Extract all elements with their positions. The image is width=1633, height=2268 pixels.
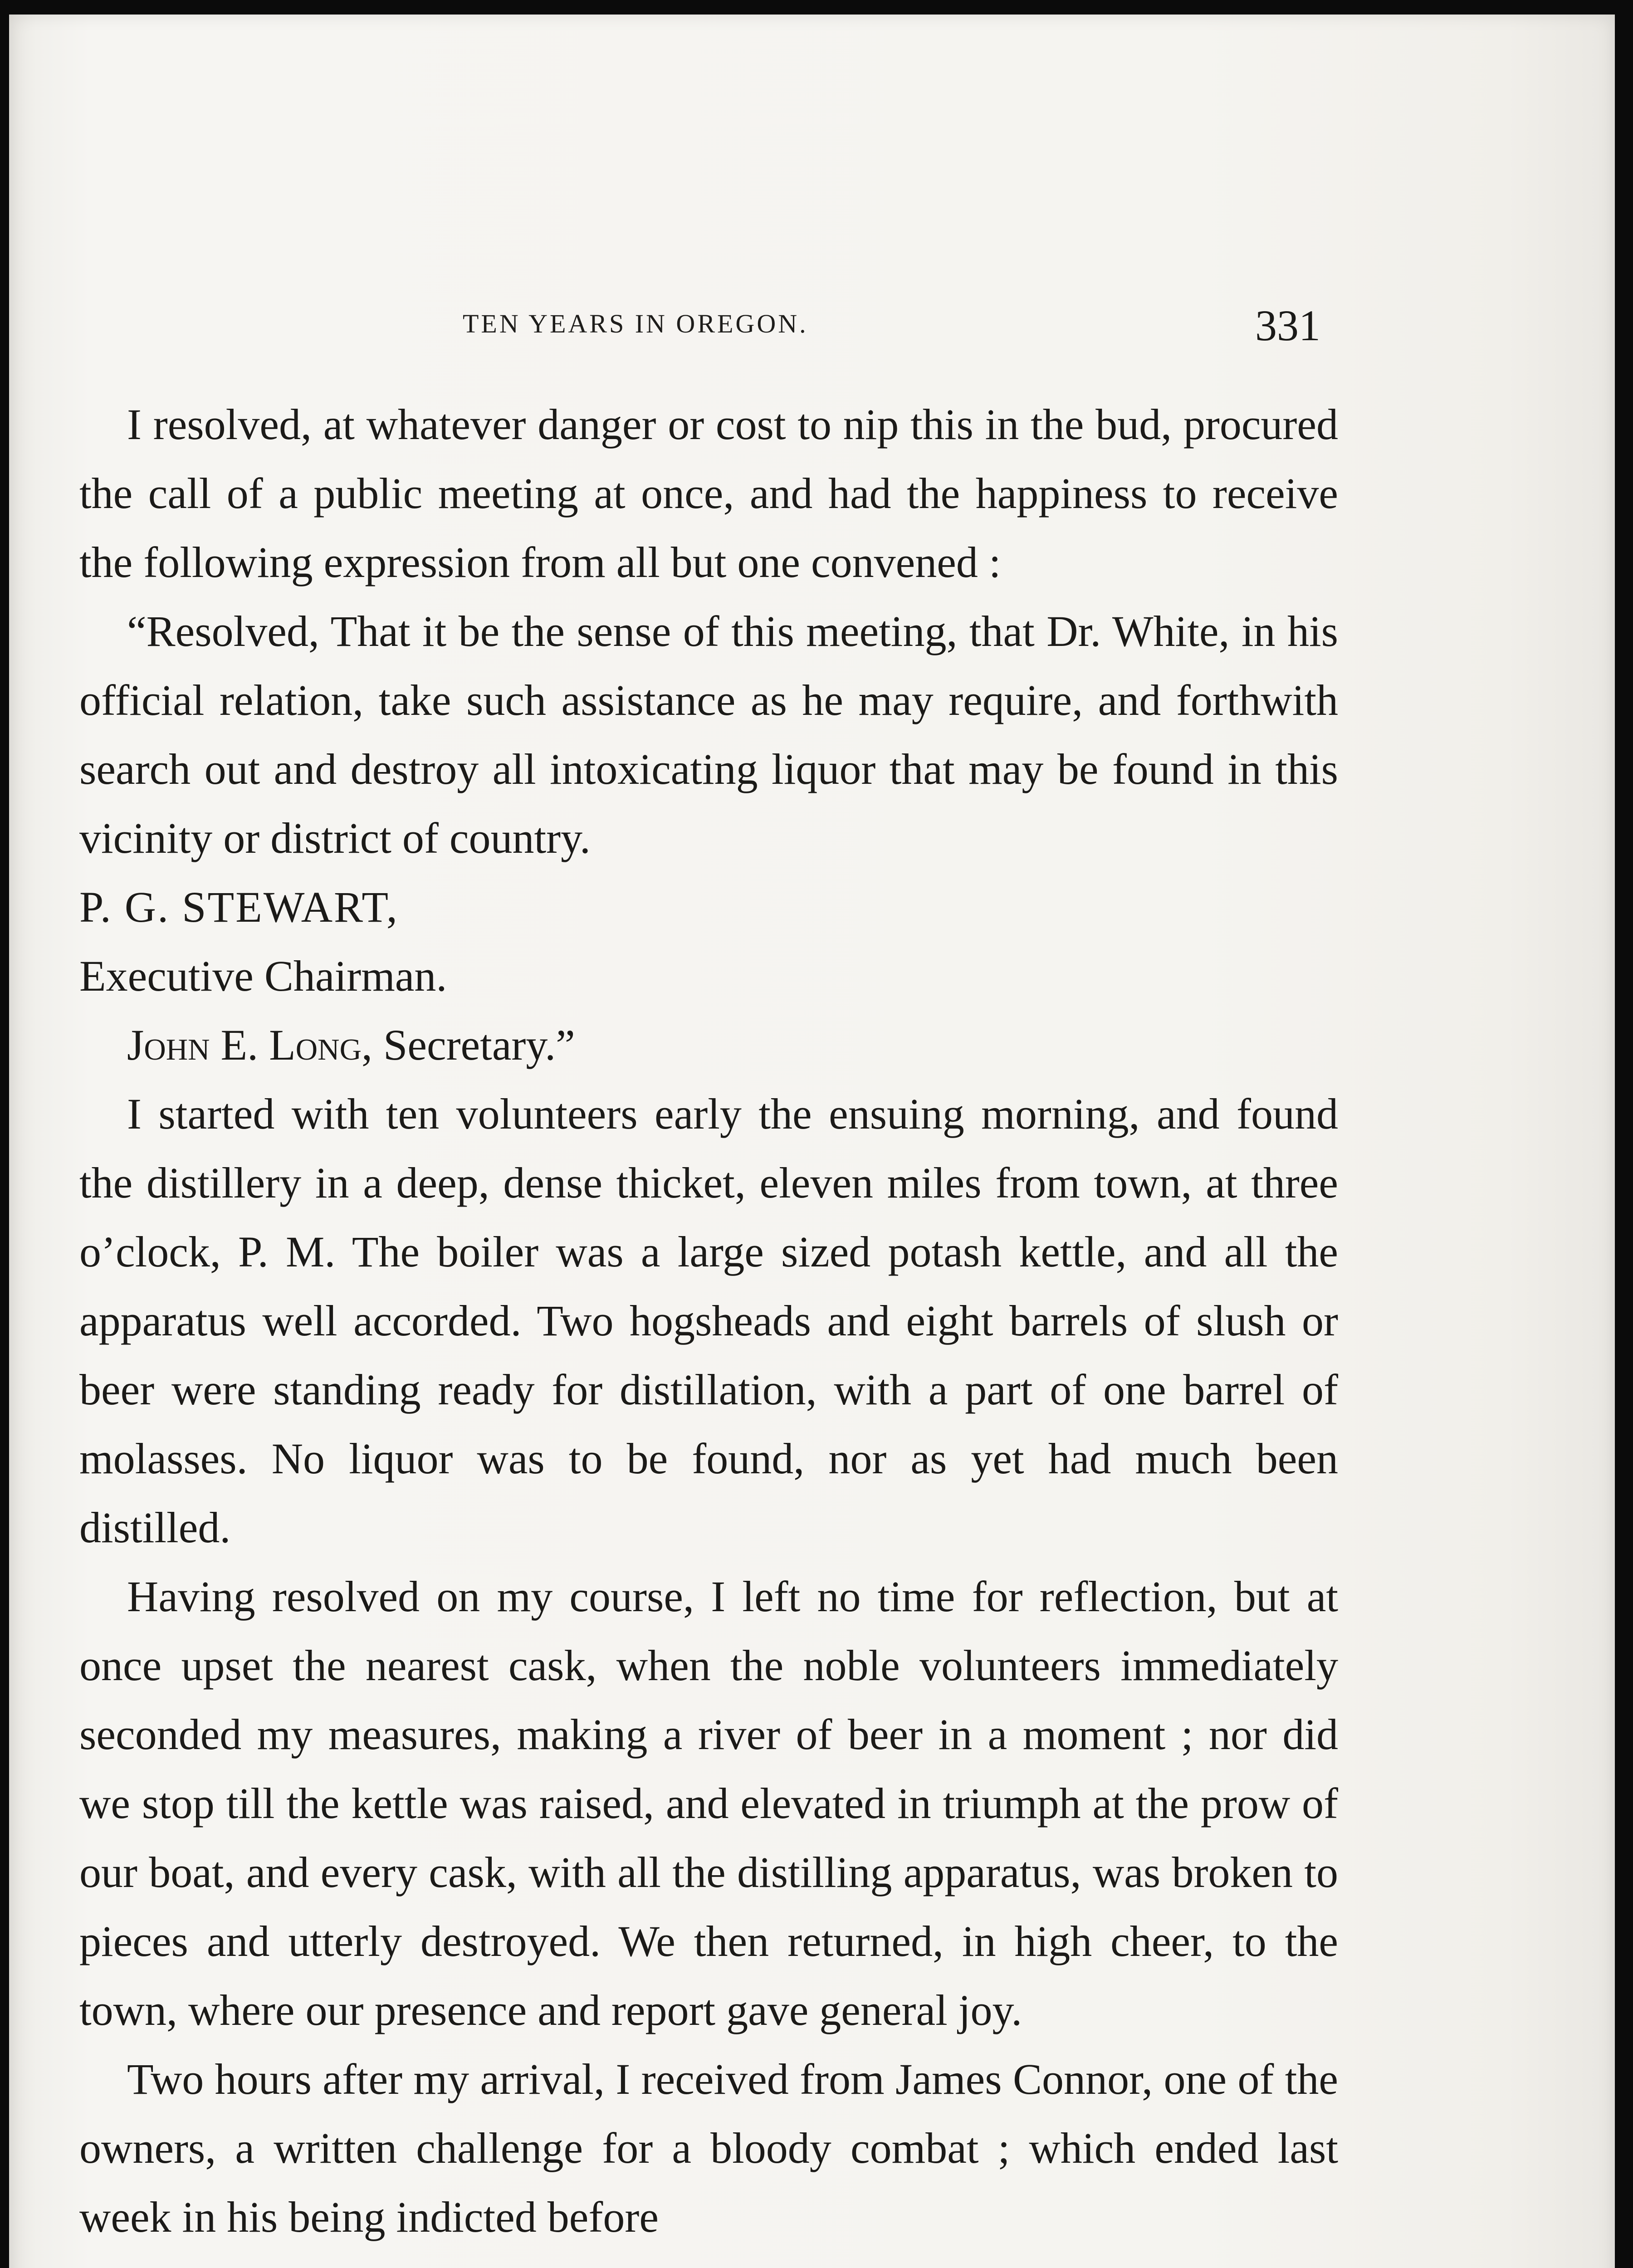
running-head: TEN YEARS IN OREGON. — [463, 309, 808, 338]
paragraph-meeting: I resolved, at whatever danger or cost to nip this in the bud, procured the call of a public meeting at once, and had the happiness to receive the following expression from all but one convened : — [79, 400, 1338, 587]
page-number: 331 — [1255, 301, 1320, 350]
page-header — [0, 300, 1633, 355]
secretary-role: , Secretary.” — [361, 1021, 575, 1069]
show-through-text — [445, 232, 1397, 264]
body-text — [79, 390, 1338, 2252]
paragraph-destruction: Having resolved on my course, I left no time for reflection, but at once upset the nearest cask, when the noble volunteers immediately seconded my measures, making a river of beer in a moment ; nor did we stop till the kettle was raised, and elevated in triumph at the prow of our boat, and every cask, with all the distilling apparatus, was broken to pieces and utterly destroyed. We then returned, in high cheer, to the town, where our presence and report gave general joy. — [79, 1572, 1338, 2034]
secretary-name: John E. Long — [127, 1021, 362, 1069]
secretary-line — [79, 1011, 1338, 1080]
resolution-quote: “Resolved, That it be the sense of this meeting, that Dr. White, in his official relation, take such assistance as he may require, and forthwith search out and destroy all intoxicating liquor that may be found in this vicinity or district of country. — [79, 607, 1338, 862]
signature-name: P. G. STEWART, — [79, 883, 399, 931]
paragraph-distillery: I started with ten volunteers early the ensuing morning, and found the distillery in a deep, dense thicket, eleven miles from town, at three o’clock, P. M. The boiler was a large sized potash kettle, and all the apparatus well accorded. Two hogsheads and eight barrels of slush or beer were standing ready for distillation, with a part of one barrel of molasses. No liquor was to be found, nor as yet had much been distilled. — [79, 1090, 1338, 1552]
signature-title: Executive Chairman. — [79, 952, 447, 1000]
paragraph-challenge: Two hours after my arrival, I received from James Connor, one of the owners, a written challenge for a bloody combat ; which ended last week in his being indicted before — [79, 2055, 1338, 2241]
